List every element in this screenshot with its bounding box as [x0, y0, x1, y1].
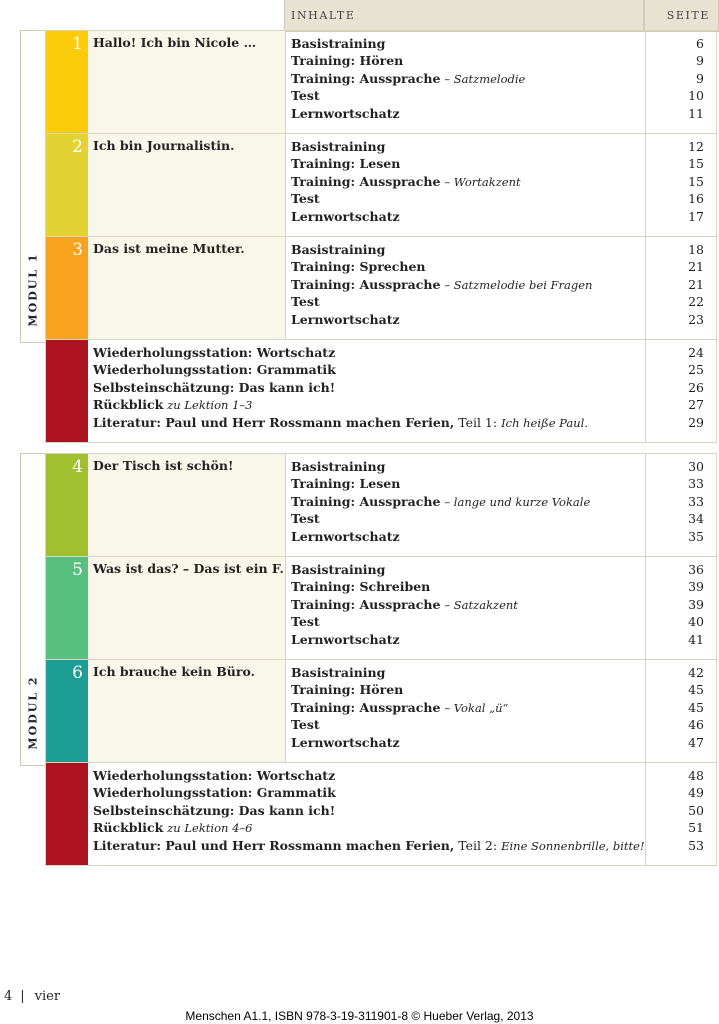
review-item-label: Literatur: Paul und Herr Rossmann machen Ferien,	[93, 414, 455, 430]
content-item-label: Training: Aussprache	[291, 493, 441, 509]
content-item[interactable]: Test	[291, 294, 320, 310]
page-number: 30	[688, 459, 704, 474]
lesson-4-pages	[645, 454, 718, 556]
review-1-contents	[88, 340, 645, 442]
content-item-label: Training: Aussprache	[291, 596, 441, 612]
page-number: 48	[688, 768, 704, 783]
content-item-label: Training: Aussprache	[291, 70, 441, 86]
page-number: 41	[688, 631, 704, 647]
page-number: 25	[688, 362, 704, 378]
page-number: 17	[688, 208, 704, 224]
content-item-extra: – Satzakzent	[444, 597, 518, 612]
page-number: 33	[688, 493, 704, 509]
content-item-label: Training: Aussprache	[291, 276, 441, 292]
page-number: 29	[688, 414, 704, 430]
lesson-6-title: Ich brauche kein Büro.	[93, 664, 255, 679]
content-item[interactable]: Basistraining	[291, 665, 386, 680]
review-item-extra: zu Lektion 4–6	[167, 821, 253, 836]
header-seite	[644, 0, 719, 32]
footer-copyright: Menschen A1.1, ISBN 978-3-19-311901-8 © Hueber Verlag, 2013	[185, 1009, 534, 1023]
lesson-2-pages	[645, 134, 718, 236]
content-item[interactable]: Training: Lesen	[291, 156, 401, 172]
lesson-6-pages	[645, 660, 718, 762]
lesson-5-contents	[285, 557, 646, 659]
content-item[interactable]: Lernwortschatz	[291, 631, 400, 647]
page-number: 46	[688, 717, 704, 733]
page-number: 47	[688, 734, 704, 750]
page-number: 23	[688, 311, 704, 327]
page-number: 21	[688, 276, 704, 292]
review-item[interactable]: Selbsteinschätzung: Das kann ich!	[93, 802, 336, 818]
lesson-row-4[interactable]	[45, 453, 717, 557]
page-number: 18	[688, 242, 704, 257]
page-number: 36	[688, 562, 704, 577]
lesson-3-title-cell	[88, 237, 285, 339]
content-item[interactable]: Lernwortschatz	[291, 734, 400, 750]
page-number: 35	[688, 528, 704, 544]
lesson-row-6[interactable]	[45, 659, 717, 763]
page-number: 12	[688, 139, 704, 154]
content-item[interactable]: Basistraining	[291, 459, 386, 474]
page-number: 21	[688, 259, 704, 275]
footer-page-number	[4, 989, 60, 1004]
content-item[interactable]: Training: Sprechen	[291, 259, 426, 275]
review-2-pages	[645, 763, 718, 865]
page-number: 34	[688, 511, 704, 527]
content-item[interactable]: Basistraining	[291, 562, 386, 577]
lesson-1-title-cell	[88, 31, 285, 133]
content-item[interactable]: Training: Hören	[291, 53, 404, 69]
page-number: 11	[688, 105, 704, 121]
page-number: 26	[688, 379, 704, 395]
lesson-row-3[interactable]	[45, 236, 717, 340]
lesson-4-color-band	[46, 454, 88, 556]
lesson-4-contents	[285, 454, 646, 556]
content-item[interactable]: Basistraining	[291, 36, 386, 51]
content-item[interactable]	[291, 596, 518, 613]
review-2-contents	[88, 763, 645, 865]
page-number: 10	[688, 88, 704, 104]
content-item[interactable]: Basistraining	[291, 139, 386, 154]
content-item[interactable]: Test	[291, 511, 320, 527]
review-item[interactable]: Wiederholungsstation: Wortschatz	[93, 345, 336, 360]
page-number-digit: 4	[4, 989, 13, 1004]
page-number: 39	[688, 596, 704, 612]
content-item[interactable]: Training: Lesen	[291, 476, 401, 492]
page-number: 40	[688, 614, 704, 630]
lesson-1-number: 1	[72, 34, 83, 54]
lesson-1-color-band	[46, 31, 88, 133]
content-item[interactable]	[291, 699, 508, 716]
lesson-3-pages	[645, 237, 718, 339]
lesson-2-contents	[285, 134, 646, 236]
header-seite-label: SEITE	[666, 9, 710, 22]
page-number: 39	[688, 579, 704, 595]
content-item-extra: – Wortakzent	[444, 174, 521, 189]
content-item[interactable]: Lernwortschatz	[291, 105, 400, 121]
review-2-color-band	[46, 763, 88, 865]
page-number: 16	[688, 191, 704, 207]
page-number: 22	[688, 294, 704, 310]
content-item-extra: – Satzmelodie bei Fragen	[444, 277, 593, 292]
content-item[interactable]: Training: Hören	[291, 682, 404, 698]
lesson-5-color-band	[46, 557, 88, 659]
lesson-2-title-cell	[88, 134, 285, 236]
lesson-1-title: Hallo! Ich bin Nicole …	[93, 35, 257, 50]
content-item[interactable]	[291, 173, 521, 190]
lesson-5-number: 5	[72, 560, 83, 580]
review-item[interactable]: Wiederholungsstation: Grammatik	[93, 785, 336, 801]
lesson-3-number: 3	[72, 240, 83, 260]
lesson-1-contents	[285, 31, 646, 133]
lesson-3-color-band	[46, 237, 88, 339]
page-number: 42	[688, 665, 704, 680]
review-item[interactable]: Selbsteinschätzung: Das kann ich!	[93, 379, 336, 395]
review-item-label: Literatur: Paul und Herr Rossmann machen Ferien,	[93, 837, 455, 853]
lesson-1-pages	[645, 31, 718, 133]
review-item[interactable]: Wiederholungsstation: Grammatik	[93, 362, 336, 378]
content-item[interactable]: Basistraining	[291, 242, 386, 257]
review-item-extra: Eine Sonnenbrille, bitte!	[501, 838, 645, 853]
page-number: 15	[688, 156, 704, 172]
lesson-5-title: Was ist das? – Das ist ein F.	[93, 561, 284, 576]
lesson-5-title-cell	[88, 557, 285, 659]
content-item[interactable]: Lernwortschatz	[291, 208, 400, 224]
page-number: 27	[688, 397, 704, 413]
content-item-extra: – Vokal „ü“	[444, 700, 509, 715]
review-item-extra: zu Lektion 1–3	[167, 398, 253, 413]
lesson-row-2[interactable]	[45, 133, 717, 237]
header-inhalte	[284, 0, 644, 32]
lesson-6-title-cell	[88, 660, 285, 762]
lesson-row-5[interactable]	[45, 556, 717, 660]
content-item[interactable]: Training: Schreiben	[291, 579, 431, 595]
page-number: 15	[688, 173, 704, 189]
content-item-label: Training: Aussprache	[291, 699, 441, 715]
review-item[interactable]	[93, 396, 588, 413]
lesson-4-title-cell	[88, 454, 285, 556]
modul-1-tab	[20, 30, 45, 343]
lesson-row-1[interactable]	[45, 30, 717, 134]
content-item[interactable]: Lernwortschatz	[291, 528, 400, 544]
review-item-teil: Teil 1:	[458, 414, 498, 430]
lesson-2-number: 2	[72, 137, 83, 157]
page-number: 45	[688, 682, 704, 698]
review-item-label: Rückblick	[93, 820, 164, 836]
review-item-extra: Ich heiße Paul.	[501, 415, 588, 430]
content-item[interactable]: Test	[291, 614, 320, 630]
content-item[interactable]	[291, 70, 525, 87]
lesson-6-contents	[285, 660, 646, 762]
lesson-3-title: Das ist meine Mutter.	[93, 241, 245, 256]
page-number: 24	[688, 345, 704, 360]
review-item-teil: Teil 2:	[458, 837, 498, 853]
page-number: 45	[688, 699, 704, 715]
lesson-2-title: Ich bin Journalistin.	[93, 138, 235, 153]
lesson-5-pages	[645, 557, 718, 659]
content-item-extra: – Satzmelodie	[444, 71, 526, 86]
modul-2-label: MODUL 2	[26, 675, 40, 750]
content-item[interactable]: Test	[291, 717, 320, 733]
lesson-4-title: Der Tisch ist schön!	[93, 458, 234, 473]
lesson-3-contents	[285, 237, 646, 339]
page-number: 9	[696, 53, 704, 69]
review-row-1[interactable]	[45, 339, 717, 443]
content-item[interactable]	[291, 276, 592, 293]
lesson-2-color-band	[46, 134, 88, 236]
content-item[interactable]	[291, 493, 590, 510]
content-item[interactable]: Lernwortschatz	[291, 311, 400, 327]
lesson-4-number: 4	[72, 457, 83, 477]
lesson-6-number: 6	[72, 663, 83, 683]
page-number: 6	[696, 36, 704, 51]
modul-2-tab	[20, 453, 45, 766]
content-item-extra: – lange und kurze Vokale	[444, 494, 591, 509]
page-number: 53	[688, 837, 704, 853]
review-item[interactable]	[93, 837, 645, 854]
review-item[interactable]	[93, 819, 645, 836]
content-item[interactable]: Test	[291, 88, 320, 104]
page-number: 51	[688, 820, 704, 836]
content-item[interactable]: Test	[291, 191, 320, 207]
review-1-color-band	[46, 340, 88, 442]
review-row-2[interactable]	[45, 762, 717, 866]
review-item[interactable]	[93, 414, 588, 431]
page-number: 9	[696, 70, 704, 86]
page-number-word: vier	[34, 989, 61, 1004]
header-inhalte-label: INHALTE	[291, 9, 356, 22]
page-number: 50	[688, 802, 704, 818]
content-item-label: Training: Aussprache	[291, 173, 441, 189]
lesson-6-color-band	[46, 660, 88, 762]
review-1-pages	[645, 340, 718, 442]
modul-1-label: MODUL 1	[26, 252, 40, 327]
review-item[interactable]: Wiederholungsstation: Wortschatz	[93, 768, 336, 783]
review-item-label: Rückblick	[93, 397, 164, 413]
footer-separator: |	[20, 989, 25, 1004]
page-number: 33	[688, 476, 704, 492]
page-number: 49	[688, 785, 704, 801]
